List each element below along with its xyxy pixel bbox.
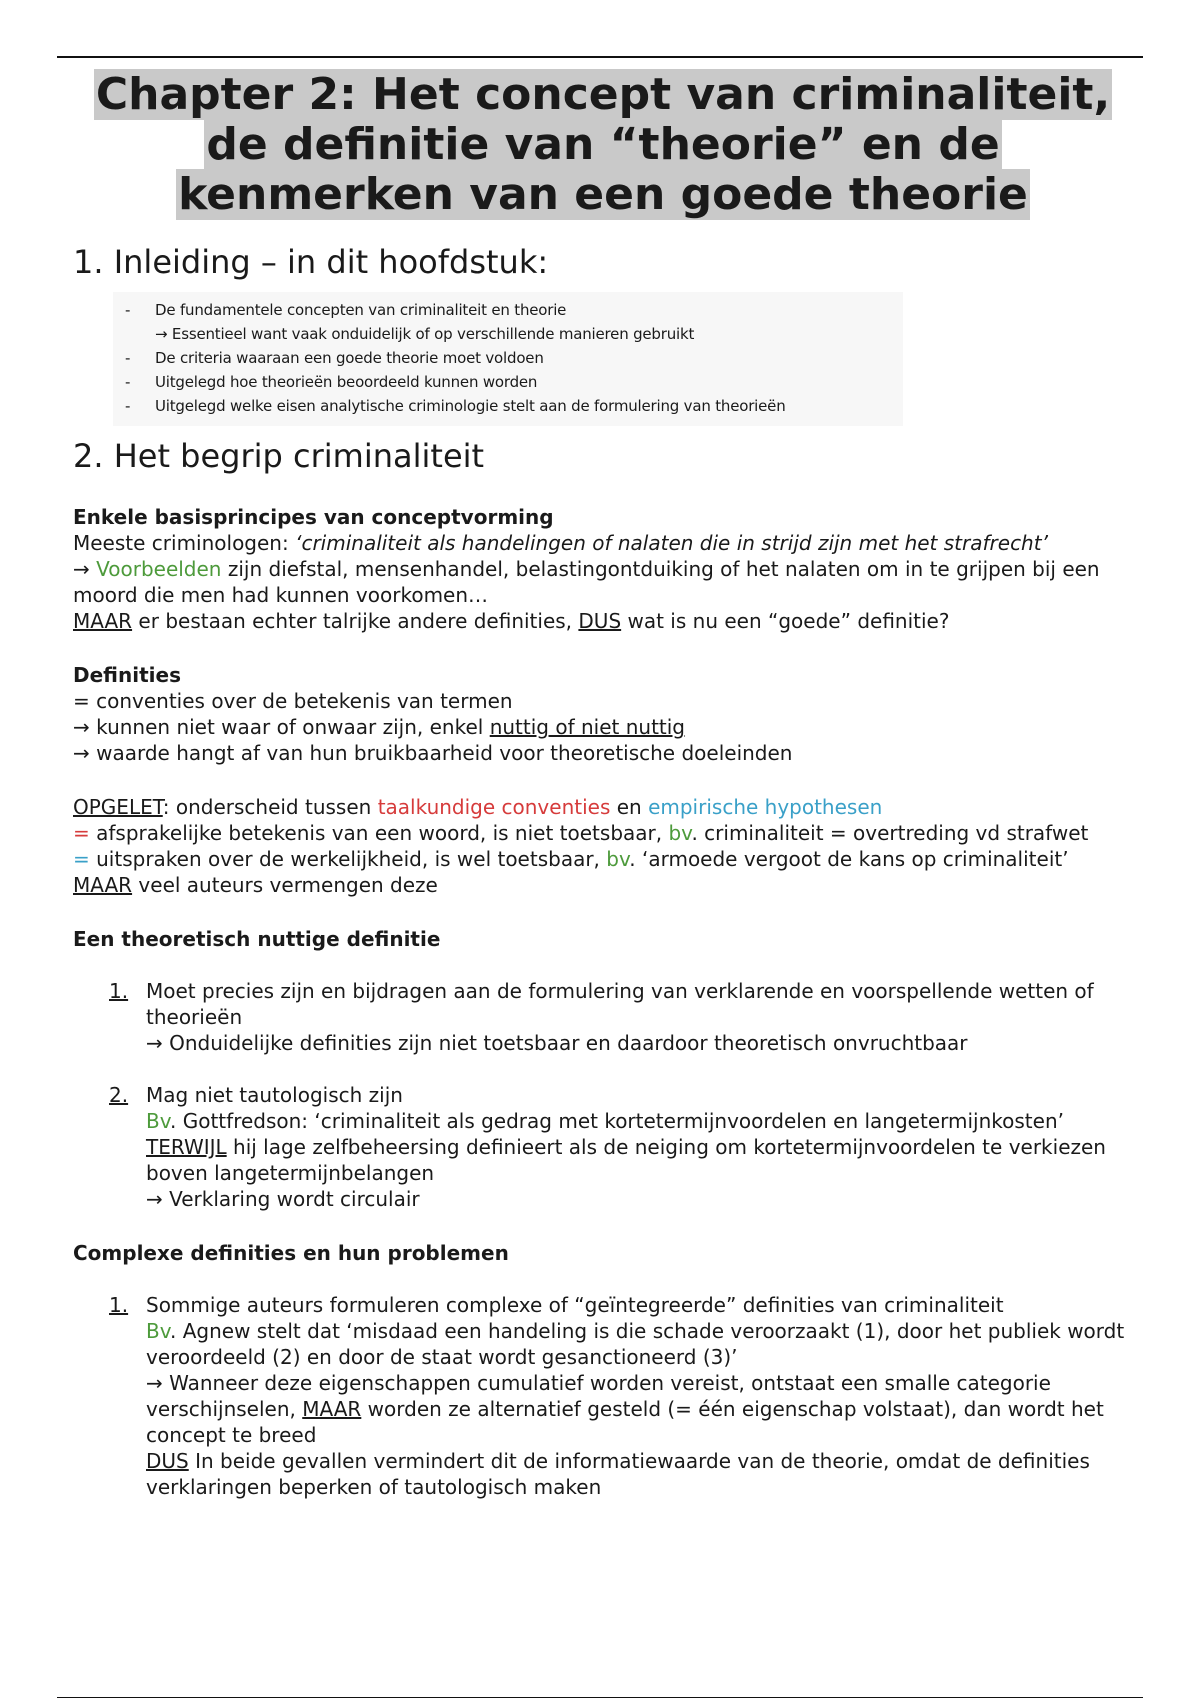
list-item: 2. Mag niet tautologisch zijn Bv. Gottfredson: ‘criminaliteit als gedrag met kortetermijnvoordelen en langetermijnkosten’ TERWIJL hij lage zelfbeheersing definieert als de neiging om kortetermijnvoordelen te verkiezen boven langetermijnbelangen → Verklaring wordt circulair bbox=[109, 1083, 1106, 1211]
intro-list-box bbox=[113, 292, 903, 426]
paragraph: MAAR er bestaan echter talrijke andere definities, DUS wat is nu een “goede” definitie? bbox=[73, 609, 950, 633]
chapter-title: Chapter 2: Het concept van criminaliteit, de definitie van “theorie” en de kenmerken van een goede theorie bbox=[95, 69, 1111, 220]
bottom-rule bbox=[57, 1697, 1143, 1698]
intro-heading: 1. Inleiding – in dit hoofdstuk: bbox=[73, 243, 549, 281]
list-item: 1. Moet precies zijn en bijdragen aan de formulering van verklarende en voorspellende wetten of theorieën → Onduidelijke definities zijn niet toetsbaar en daardoor theoretisch onvruchtbaar bbox=[109, 979, 1094, 1055]
intro-item: - Uitgelegd welke eisen analytische criminologie stelt aan de formulering van theorieën bbox=[125, 394, 895, 418]
list-item: 1. Sommige auteurs formuleren complexe of “geïntegreerde” definities van criminaliteit Bv. Agnew stelt dat ‘misdaad een handeling is die schade veroorzaakt (1), door het publiek wordt veroordeeld (2) en door de staat wordt gesanctioneerd (3)’ → Wanneer deze eigenschappen cumulatief worden vereist, ontstaat een smalle categorie verschijnselen, MAAR worden ze alternatief gesteld (= één eigenschap volstaat), dan wordt het concept te breed DUS In beide gevallen vermindert dit de informatiewaarde van de theorie, omdat de definities verklaringen beperken of tautologisch maken bbox=[109, 1293, 1125, 1499]
paragraph: → Voorbeelden zijn diefstal, mensenhandel, belastingontduiking of het nalaten om in te grijpen bij een moord die men had kunnen voorkomen… bbox=[73, 557, 1100, 607]
numbered-list bbox=[73, 1292, 1133, 1500]
paragraph: → waarde hangt af van hun bruikbaarheid voor theoretische doeleinden bbox=[73, 741, 793, 765]
section-heading-criminaliteit: 2. Het begrip criminaliteit bbox=[73, 437, 485, 475]
subheading-definities: Definities bbox=[73, 663, 181, 687]
subheading-basisprincipes: Enkele basisprincipes van conceptvorming bbox=[73, 505, 554, 529]
maar-keyword: MAAR bbox=[73, 609, 133, 633]
numbered-list bbox=[73, 1082, 1133, 1212]
opgelet-keyword: OPGELET bbox=[73, 795, 163, 819]
paragraph: = uitspraken over de werkelijkheid, is wel toetsbaar, bv. ‘armoede vergoot de kans op criminaliteit’ bbox=[73, 847, 1069, 871]
paragraph: → kunnen niet waar of onwaar zijn, enkel nuttig of niet nuttig bbox=[73, 715, 686, 739]
paragraph: = afsprakelijke betekenis van een woord, is niet toetsbaar, bv. criminaliteit = overtreding vd strafwet bbox=[73, 821, 1089, 845]
intro-item: - Uitgelegd hoe theorieën beoordeeld kunnen worden bbox=[125, 370, 895, 394]
paragraph: OPGELET: onderscheid tussen taalkundige conventies en empirische hypothesen bbox=[73, 795, 883, 819]
document-page bbox=[73, 70, 1133, 1500]
subheading-nuttige-definitie: Een theoretisch nuttige definitie bbox=[73, 927, 441, 951]
dus-keyword: DUS bbox=[578, 609, 622, 633]
top-rule bbox=[57, 56, 1143, 58]
subheading-complexe-definities: Complexe definities en hun problemen bbox=[73, 1241, 509, 1265]
numbered-list bbox=[73, 978, 1133, 1056]
intro-subitem: → Essentieel want vaak onduidelijk of op verschillende manieren gebruikt bbox=[155, 325, 695, 343]
definition-quote: ‘criminaliteit als handelingen of nalaten die in strijd zijn met het strafrecht’ bbox=[295, 531, 1048, 555]
paragraph: MAAR veel auteurs vermengen deze bbox=[73, 873, 438, 897]
voorbeelden-label: Voorbeelden bbox=[96, 557, 222, 581]
intro-item: - De fundamentele concepten van criminaliteit en theorie bbox=[125, 298, 895, 322]
section-body bbox=[73, 504, 1133, 1500]
intro-item: - De criteria waaraan een goede theorie moet voldoen bbox=[125, 346, 895, 370]
paragraph: Meeste criminologen: ‘criminaliteit als handelingen of nalaten die in strijd zijn met het strafrecht’ bbox=[73, 531, 1048, 555]
paragraph: = conventies over de betekenis van termen bbox=[73, 689, 513, 713]
